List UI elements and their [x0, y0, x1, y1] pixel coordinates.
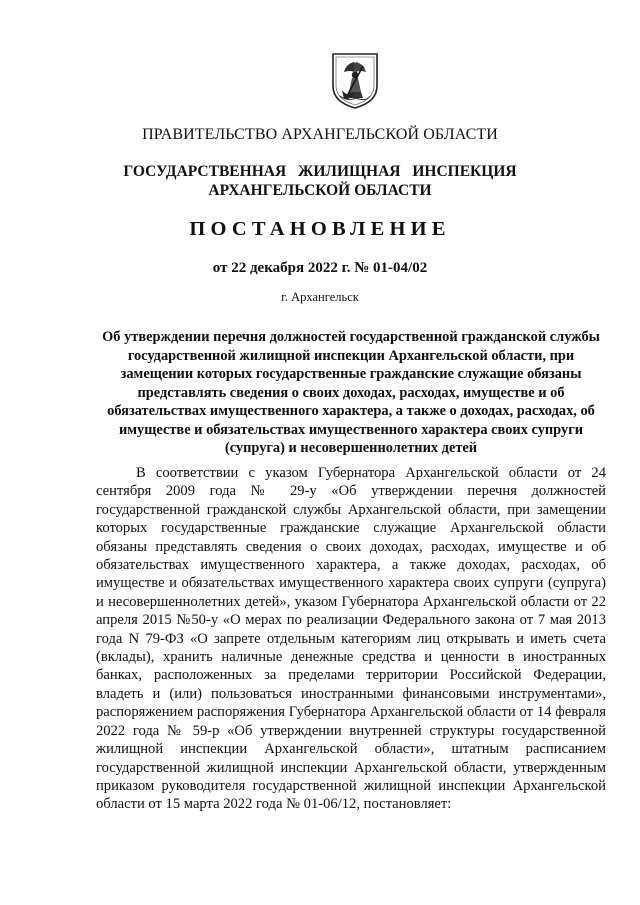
document-body: В соответствии с указом Губернатора Архангельской области от 24 сентября 2009 года № 29-у «Об утверждении перечня должностей государственной гражданской службы Архангельской области, при замещении которых государственные гражданские служащие Архангельской области обязаны представлять сведения о своих доходах, расходах, имуществе и об обязательствах имущественного характера, а также доходах, расходах, об имуществе и обязательствах имущественного характера своих супруги (супруга) и несовершеннолетних детей», указом Губернатора Архангельской области от 22 апреля 2015 №50-у «О мерах по реализации Федерального закона от 7 мая 2013 года N 79-ФЗ «О запрете отдельным категориям лиц открывать и иметь счета (вклады), хранить наличные денежные средства и ценности в иностранных банках, расположенных за пределами территории Российской Федерации, владеть и (или) пользоваться иностранными финансовыми инструментами», распоряжением распоряжения Губернатора Архангельской области от 14 февраля 2022 года № 59-р «Об утверждении внутренней структуры государственной жилищной инспекции Архангельской области», штатным расписанием государственной жилищной инспекции Архангельской области, утвержденным приказом руководителя государственной жилищной инспекции Архангельской области от 15 марта 2022 года № 01-06/12, постановляет: — [96, 465, 606, 813]
inspection-name — [0, 162, 640, 200]
coat-of-arms-icon — [330, 52, 380, 110]
document-subject: Об утверждении перечня должностей государственной гражданской службы государственной жилищной инспекции Архангельской области, при замещении которых государственные гражданские служащие обязаны представлять сведения о своих доходах, расходах, имуществе и об обязательствах имущественного характера, а также о доходах, расходах, об имуществе и обязательствах имущественного характера своих супруги (супруга) и несовершеннолетних детей — [102, 329, 600, 456]
inspection-name-line2: АРХАНГЕЛЬСКОЙ ОБЛАСТИ — [208, 182, 432, 199]
government-name: ПРАВИТЕЛЬСТВО АРХАНГЕЛЬСКОЙ ОБЛАСТИ — [142, 126, 498, 143]
document-city: г. Архангельск — [281, 290, 359, 304]
inspection-name-line1: ГОСУДАРСТВЕННАЯ ЖИЛИЩНАЯ ИНСПЕКЦИЯ — [123, 163, 517, 180]
document-type: ПОСТАНОВЛЕНИЕ — [189, 218, 451, 240]
document-date-number: от 22 декабря 2022 г. № 01-04/02 — [212, 260, 428, 276]
